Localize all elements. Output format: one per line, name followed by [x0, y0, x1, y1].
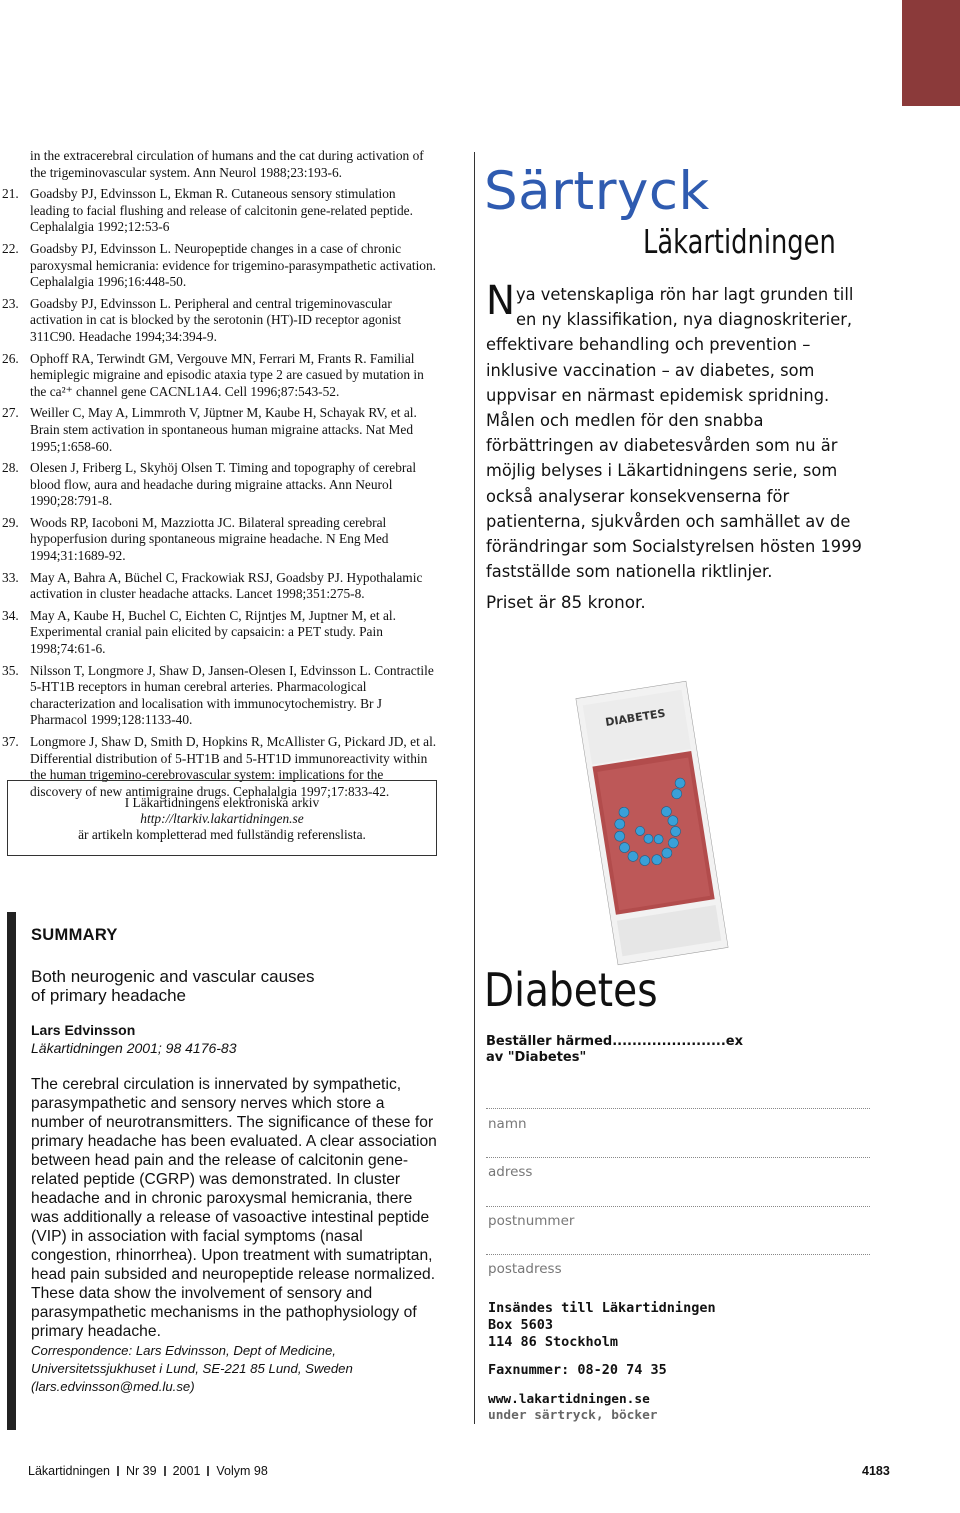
namn-field-line[interactable] [486, 1108, 870, 1109]
footer-separator [207, 1466, 209, 1476]
reference-item: 26. Ophoff RA, Terwindt GM, Vergouve MN, Ferrari M, Frants R. Familial hemiplegic migraine and episodic ataxia type 2 are casued by mutation in the ca²⁺ channel gene CACNL1A4. Cell 1996;87:543-52. [2, 350, 424, 399]
summary-journal-ref: Läkartidningen 2001; 98 4176-83 [31, 1040, 237, 1056]
ad-price: Priset är 85 kronor. [486, 592, 646, 612]
cover-title: DIABETES [604, 706, 667, 729]
page-footer [28, 1464, 268, 1478]
reference-item: 27. Weiller C, May A, Limmroth V, Jüptner M, Kaube H, Schayak RV, et al. Brain stem activation in spontaneous human migraine attacks. Nat Med 1995;1:658-60. [2, 405, 417, 454]
reference-item: 28. Olesen J, Friberg L, Skyhöj Olsen T. Timing and topography of cerebral blood flow, aura and headache during migraine attacks. Ann Neurol 1990;28:791-8. [2, 460, 417, 509]
reference-item: 35. Nilsson T, Longmore J, Shaw D, Jansen-Olesen I, Edvinsson L. Contractile 5-HT1B receptors in human cerebral arteries. Pharmacological characterization and localisation with immunocytochemistry. Br J Pharmacol 1999;128:1133-40. [2, 662, 434, 728]
ad-body-text [486, 278, 869, 584]
footer-separator [117, 1466, 119, 1476]
summary-abstract: The cerebral circulation is innervated by sympathetic, parasympathetic and sensory nerves which store a number of neurotransmitters. The significance of these for primary headache has been evaluated. A clear association between head pain and the release of calcitonin gene-related peptide (CGRP) was demonstrated. In cluster headache and in chronic paroxysmal hemicrania, there was additionally a release of vasoactive intestinal peptide (VIP) in association with facial symptoms (nasal congestion, rhinorrhea). Upon treatment with sumatriptan, head pain subsided and neuropeptide release normalized. These data show the involvement of sensory and parasympathetic mechanisms in the pathophysiology of primary headache. [31, 1076, 437, 1340]
postadress-field-line[interactable] [486, 1254, 870, 1255]
web-info [488, 1392, 658, 1424]
reference-item: 34. May A, Kaube H, Buchel C, Eichten C, Rijntjes M, Juptner M, et al. Experimental cranial pain elicited by capsaicin: a PET study. Pain 1998;74:61-6. [2, 607, 396, 657]
reference-item: 37. Longmore J, Shaw D, Smith D, Hopkins R, McAllister G, Pickard JD, et al. Differential distribution of 5-HT1B and 5-HT1D immunoreactivity within the human trigemino-cerebrovascular system: implications for the discovery of new antimigraine drugs. Cephalalgia 1997;17:833-42. [2, 734, 437, 799]
archive-url-link[interactable]: http://ltarkiv.lakartidningen.se [140, 811, 304, 826]
column-divider [474, 152, 475, 1424]
order-form-title: Diabetes [484, 963, 658, 1017]
order-line: Beställer härmed.......................ex [486, 1034, 744, 1049]
reference-item: 23. Goadsby PJ, Edvinsson L. Peripheral and central trigeminovascular activation in cat is blocked by the serotonin (HT)-ID receptor agonist 311C90. Headache 1994;34:394-9. [2, 295, 402, 344]
adress-field-line[interactable] [486, 1157, 870, 1158]
summary-side-bar [7, 912, 16, 1430]
archive-line: är artikeln kompletterad med fullständig referenslista. [78, 827, 366, 842]
page-number: 4183 [862, 1464, 890, 1478]
send-address-line: Insändes till Läkartidningen [488, 1300, 716, 1316]
footer-journal: Läkartidningen [28, 1464, 111, 1478]
fax-number: Faxnummer: 08-20 74 35 [488, 1362, 667, 1378]
reference-item: in the extracerebral circulation of humans and the cat during activation of the trigeminovascular system. Ann Neurol 1988;23:193-6. [30, 148, 424, 180]
footer-issue: Nr 39 [126, 1464, 157, 1478]
adress-field-label: adress [488, 1164, 533, 1180]
ad-body-copy: ya vetenskapliga rön har lagt grunden till en ny klassifikation, nya diagnoskriterier, effektivare behandling och prevention – inklusive vaccination – av diabetes, som uppvisar en närmast epidemisk spridning. Målen och medlen för den snabba förbättringen av diabetesvården som nu är möjlig belyses i Läkartidningens serie, som också analyserar konsekvenserna för patienterna, sjukvården och samhället av de förändringar som Socialstyrelsen hösten 1999 fastställde som nationella riktlinjer. [486, 284, 862, 582]
summary-author: Lars Edvinsson [31, 1022, 136, 1038]
postadress-field-label: postadress [488, 1261, 562, 1277]
summary-heading: SUMMARY [31, 926, 118, 944]
diabetes-book-cover-image [576, 681, 729, 965]
send-address-line: Box 5603 [488, 1317, 554, 1333]
namn-field-label: namn [488, 1116, 527, 1132]
archive-notice-box [7, 780, 437, 856]
summary-section [31, 926, 441, 1396]
reference-item: 22. Goadsby PJ, Edvinsson L. Neuropeptide changes in a case of chronic paroxysmal hemicrania: evidence for trigemino-parasympathetic activation. Cephalalgia 1996;16:448-50. [2, 240, 437, 290]
reference-item: 33. May A, Bahra A, Büchel C, Frackowiak RSJ, Goadsby PJ. Hypothalamic activation in cluster headache attacks. Lancet 1998;351:275-8. [2, 569, 423, 602]
footer-separator [164, 1466, 166, 1476]
corner-color-tab [902, 0, 960, 106]
postnummer-field-line[interactable] [486, 1206, 870, 1207]
reference-item: 29. Woods RP, Iacoboni M, Mazziotta JC. Bilateral spreading cerebral hypoperfusion during spontaneous migraine headache. N Eng Med 1994;31:1689-92. [2, 514, 389, 564]
order-text [486, 1034, 743, 1066]
postnummer-field-label: postnummer [488, 1213, 575, 1229]
reference-item: 21. Goadsby PJ, Edvinsson L, Ekman R. Cutaneous sensory stimulation leading to facial flushing and release of calcitonin gene-related peptide. Cephalalgia 1992;12:53-6 [2, 186, 413, 235]
summary-correspondence: Correspondence: Lars Edvinsson, Dept of Medicine, Universitetssjukhuset i Lund, SE-221 85 Lund, Sweden (lars.edvinsson@med.lu.se) [31, 1343, 353, 1394]
footer-volume: Volym 98 [216, 1464, 268, 1478]
website-link[interactable]: www.lakartidningen.se [488, 1392, 650, 1407]
reference-list [2, 148, 438, 805]
website-subtext: under särtryck, böcker [488, 1408, 658, 1423]
ad-dropcap: N [486, 278, 516, 324]
summary-title-line: Both neurogenic and vascular causes [31, 967, 315, 986]
summary-title-line: of primary headache [31, 986, 186, 1005]
ad-publisher-title: Läkartidningen [643, 222, 836, 261]
footer-year: 2001 [172, 1464, 201, 1478]
order-line: av "Diabetes" [486, 1050, 587, 1065]
send-address-line: 114 86 Stockholm [488, 1334, 619, 1350]
send-address [488, 1300, 716, 1351]
summary-title [31, 967, 441, 1005]
ad-brand-title: Särtryck [484, 161, 710, 222]
archive-line: I Läkartidningens elektroniska arkiv [124, 795, 320, 810]
